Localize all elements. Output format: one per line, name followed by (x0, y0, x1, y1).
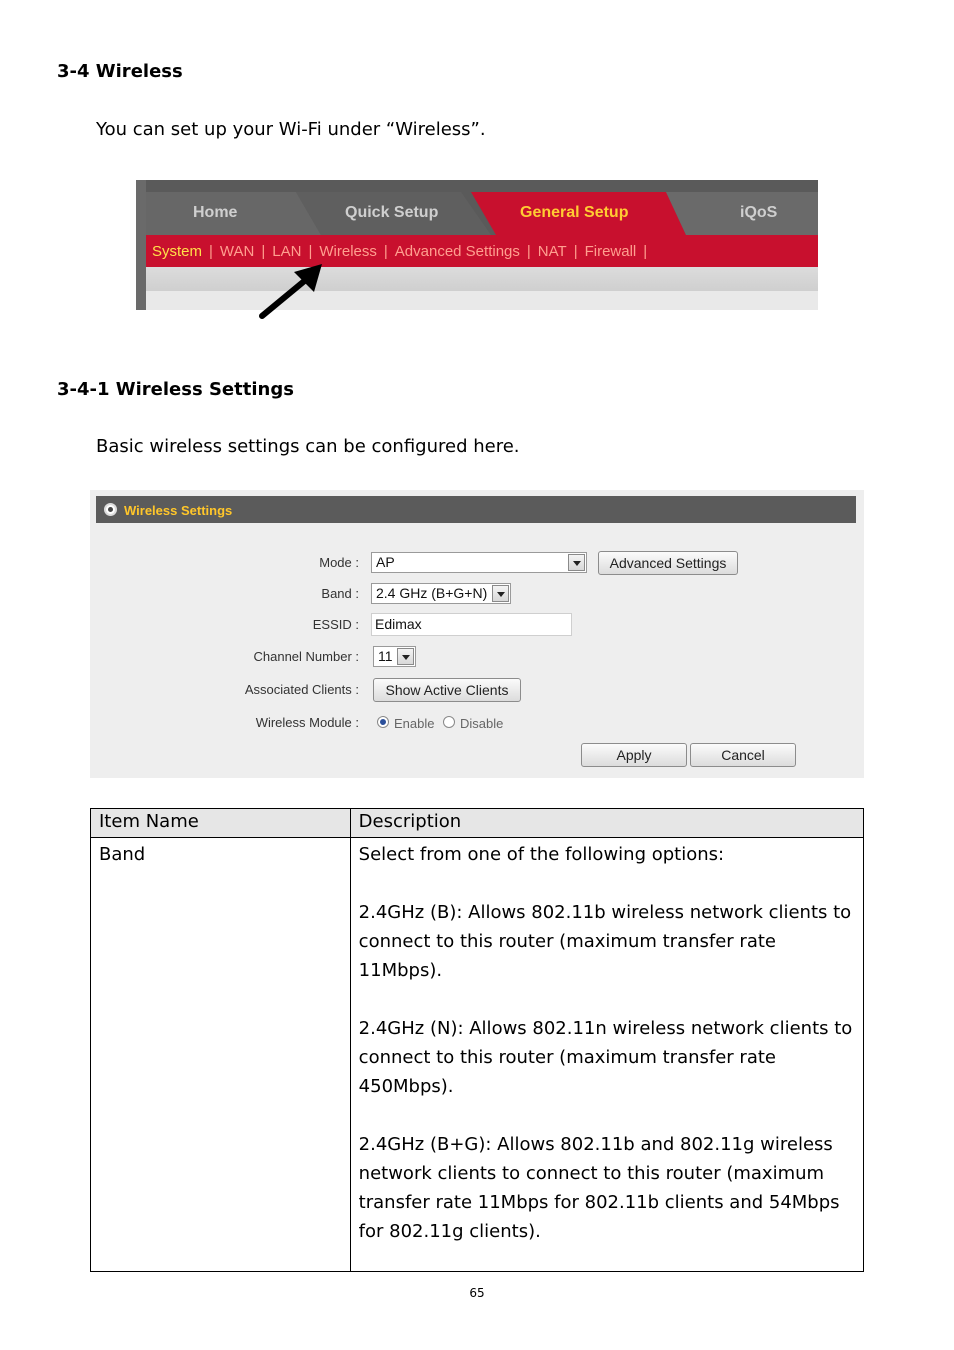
essid-input[interactable]: Edimax (371, 613, 572, 636)
panel-header (96, 496, 856, 523)
panel-title: Wireless Settings (124, 503, 233, 518)
mode-label: Mode : (319, 555, 359, 570)
section-heading: 3-4 Wireless (57, 61, 183, 82)
table-header-row (91, 809, 864, 838)
tab-general-setup[interactable]: General Setup (520, 204, 629, 221)
nav-lower-strip (136, 267, 818, 291)
disable-radio[interactable] (443, 716, 455, 728)
subnav-advanced-settings[interactable]: Advanced Settings (394, 242, 520, 260)
band-label: Band : (321, 586, 359, 601)
subnav-wireless[interactable]: Wireless (319, 242, 377, 260)
disable-label: Disable (460, 716, 504, 731)
tab-quick-setup[interactable]: Quick Setup (345, 204, 439, 221)
tab-home[interactable]: Home (193, 204, 238, 221)
description-paragraph: 2.4GHz (B): Allows 802.11b wireless network clients to connect to this router (maximum transfer rate 11Mbps). (358, 902, 852, 981)
wireless-settings-screenshot (90, 490, 864, 778)
band-select[interactable] (371, 583, 511, 604)
apply-button[interactable]: Apply (581, 743, 687, 767)
bullet-icon (104, 503, 117, 516)
clients-label: Associated Clients : (244, 682, 359, 697)
channel-value: 11 (378, 648, 393, 664)
subnav-separator: | (209, 242, 213, 260)
subnav-separator: | (573, 242, 578, 260)
sub-nav-bar (136, 235, 818, 267)
subnav-lan[interactable]: LAN (272, 242, 302, 260)
description-cell (350, 838, 863, 1272)
subnav-separator: | (383, 242, 388, 260)
chevron-down-icon (397, 648, 414, 665)
tab-shapes (136, 180, 818, 235)
mode-value: AP (376, 554, 395, 570)
description-paragraph: 2.4GHz (N): Allows 802.11n wireless network clients to connect to this router (maximum transfer rate 450Mbps). (358, 1018, 853, 1097)
module-label: Wireless Module : (255, 715, 359, 730)
header-item-name: Item Name (91, 809, 351, 838)
chevron-down-icon (568, 554, 585, 571)
mode-select[interactable] (371, 552, 587, 573)
page-number: 65 (469, 1286, 485, 1300)
subnav-separator: | (261, 242, 266, 260)
pointer-arrow-icon (258, 262, 328, 320)
nav-left-edge (136, 180, 146, 310)
subsection-heading: 3-4-1 Wireless Settings (57, 379, 294, 400)
chevron-down-icon (492, 585, 509, 602)
header-description: Description (350, 809, 863, 838)
subnav-wan[interactable]: WAN (219, 242, 255, 260)
subsection-intro: Basic wireless settings can be configured here. (96, 436, 520, 457)
subnav-separator: | (308, 242, 313, 260)
cancel-button[interactable]: Cancel (690, 743, 796, 767)
subnav-separator: | (526, 242, 531, 260)
advanced-settings-button[interactable]: Advanced Settings (598, 551, 738, 575)
show-active-clients-button[interactable]: Show Active Clients (373, 678, 521, 702)
tab-iqos[interactable]: iQoS (740, 204, 778, 221)
essid-label: ESSID : (312, 617, 359, 632)
band-value: 2.4 GHz (B+G+N) (376, 585, 488, 601)
subnav-separator: | (643, 242, 648, 260)
subnav-firewall[interactable]: Firewall (584, 242, 637, 260)
main-tab-bar (136, 180, 818, 235)
enable-radio[interactable] (377, 716, 389, 728)
channel-label: Channel Number : (253, 649, 359, 664)
section-intro: You can set up your Wi-Fi under “Wireless”. (96, 119, 486, 140)
enable-label: Enable (394, 716, 435, 731)
subnav-system[interactable]: System (152, 242, 203, 260)
item-name-cell: Band (91, 838, 351, 1272)
channel-select[interactable] (373, 646, 416, 667)
description-paragraph: 2.4GHz (B+G): Allows 802.11b and 802.11g wireless network clients to connect to this router (maximum transfer rate 11Mbps for 802.11b clients and 54Mbps for 802.11g clients). (358, 1134, 840, 1242)
nav-screenshot (136, 180, 818, 310)
item-description-table (90, 808, 864, 1272)
subnav-nat[interactable]: NAT (537, 242, 567, 260)
description-paragraph: Select from one of the following options: (358, 844, 725, 865)
table-row (91, 838, 864, 1272)
